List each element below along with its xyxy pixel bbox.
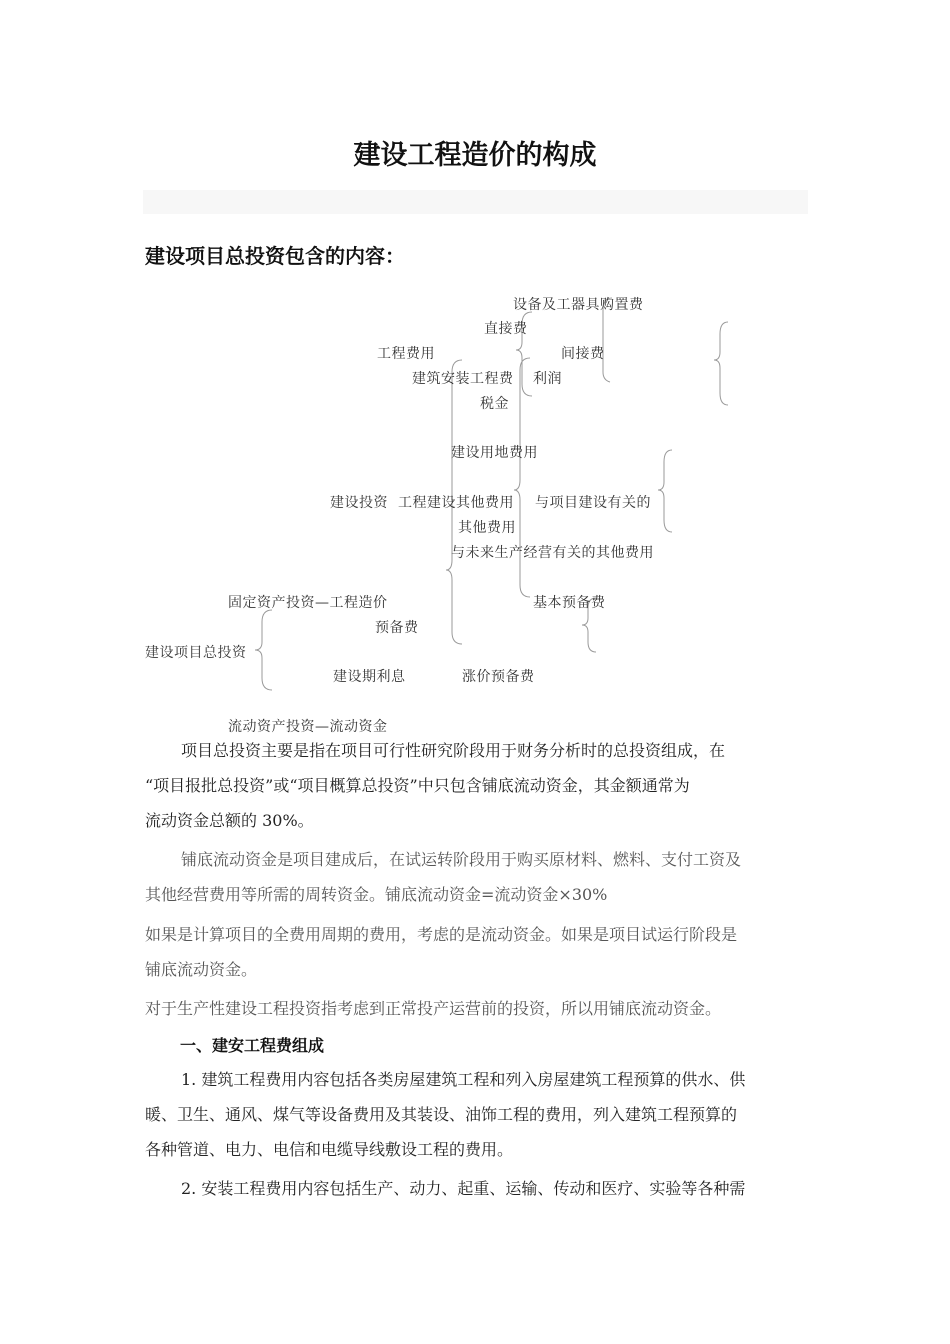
text-line: 暖、卫生、通风、煤气等设备费用及其装设、油饰工程的费用，列入建筑工程预算的	[145, 1105, 738, 1124]
paragraph-productive-investment	[145, 991, 810, 1026]
text-line: 流动资金总额的 30%。	[145, 811, 314, 830]
paragraph-total-investment	[145, 733, 810, 838]
text-line: 对于生产性建设工程投资指考虑到正常投产运营前的投资，所以用铺底流动资金。	[145, 999, 722, 1018]
bracket-total-investment	[255, 610, 272, 690]
section-heading: 建设项目总投资包含的内容：	[145, 244, 405, 268]
label-current-assets: 流动资产投资—流动资金	[228, 719, 388, 735]
label-other-costs: 工程建设其他费用	[398, 495, 514, 511]
label-other-fees: 其他费用	[458, 520, 516, 536]
label-engineering-cost: 工程费用	[377, 346, 435, 362]
label-construction-install: 建筑安装工程费	[412, 371, 514, 387]
text-line: 铺底流动资金。	[145, 960, 258, 979]
text-line: 项目总投资主要是指在项目可行性研究阶段用于财务分析时的总投资组成，在	[181, 741, 726, 760]
label-indirect-cost: 间接费	[561, 346, 605, 362]
text-line: 各种管道、电力、电信和电缆导线敷设工程的费用。	[145, 1140, 514, 1159]
label-price-reserve: 涨价预备费	[462, 669, 535, 685]
paragraph-installation-cost	[145, 1171, 810, 1206]
bracket-direct-cost	[714, 322, 728, 405]
text-line: 铺底流动资金是项目建成后，在试运转阶段用于购买原材料、燃料、支付工资及	[181, 850, 742, 869]
label-construction-investment: 建设投资	[330, 495, 388, 511]
paragraph-building-cost	[145, 1062, 810, 1167]
label-land-cost: 建设用地费用	[451, 445, 538, 461]
label-related-to-future: 与未来生产经营有关的其他费用	[451, 545, 654, 561]
paragraph-full-cycle	[145, 917, 810, 987]
label-reserve: 预备费	[375, 620, 419, 636]
label-fixed-assets: 固定资产投资—工程造价	[228, 595, 388, 611]
label-total-investment: 建设项目总投资	[145, 645, 247, 661]
label-basic-reserve: 基本预备费	[533, 595, 606, 611]
section-title-install-cost: 一、建安工程费组成	[180, 1036, 325, 1055]
text-line: 1. 建筑工程费用内容包括各类房屋建筑工程和列入房屋建筑工程预算的供水、供	[181, 1070, 746, 1089]
text-line: “项目报批总投资”或“项目概算总投资”中只包含铺底流动资金，其金额通常为	[145, 776, 690, 795]
page-title: 建设工程造价的构成	[353, 140, 597, 171]
label-tax: 税金	[480, 396, 509, 412]
text-line: 其他经营费用等所需的周转资金。铺底流动资金=流动资金×30%	[145, 885, 608, 904]
label-direct-cost: 直接费	[484, 321, 528, 337]
text-line: 2. 安装工程费用内容包括生产、动力、起重、运输、传动和医疗、实验等各种需	[181, 1179, 746, 1198]
bracket-other-fees	[658, 450, 672, 532]
label-interest: 建设期利息	[333, 669, 406, 685]
label-equipment: 设备及工器具购置费	[513, 297, 644, 313]
label-related-to-project: 与项目建设有关的	[535, 495, 651, 511]
text-line: 如果是计算项目的全费用周期的费用，考虑的是流动资金。如果是项目试运行阶段是	[145, 925, 738, 944]
label-profit: 利润	[533, 371, 562, 387]
paragraph-working-capital	[145, 842, 810, 912]
